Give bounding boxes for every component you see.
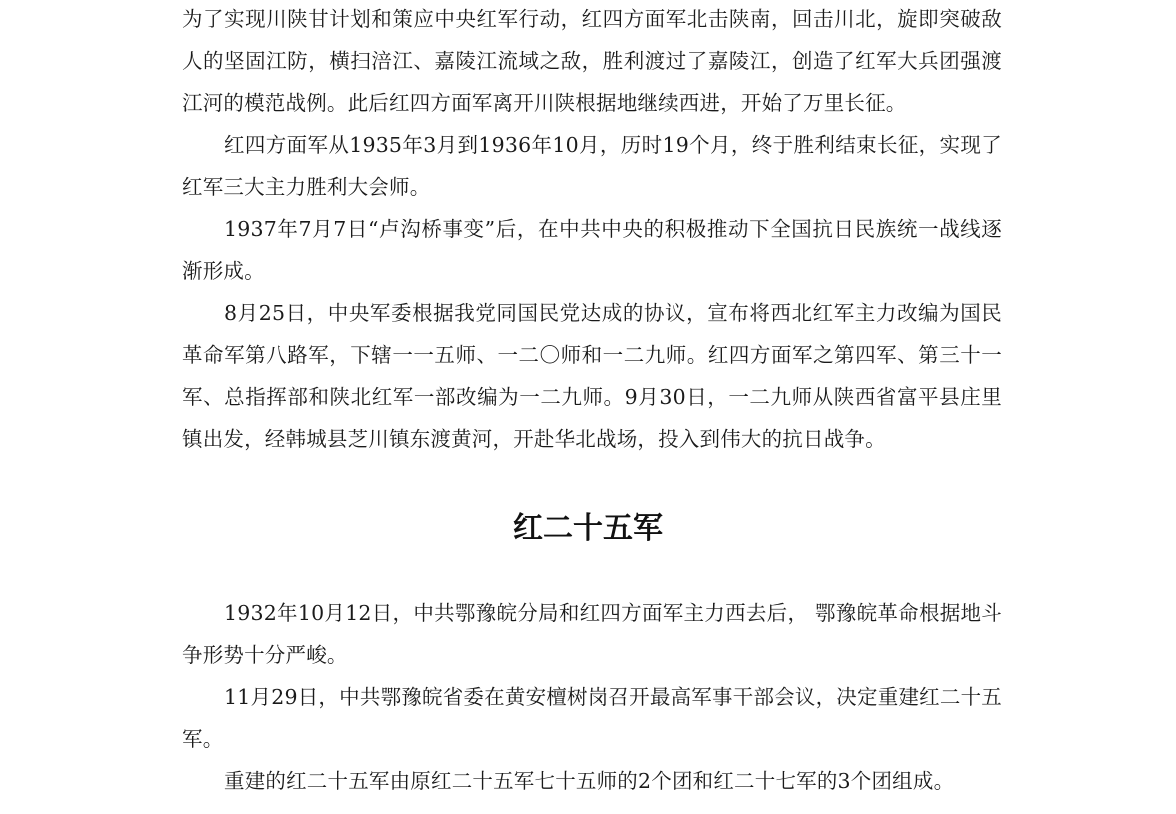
paragraph-long-march-end: 红四方面军从1935年3月到1936年10月，历时19个月，终于胜利结束长征，实现了红军三大主力胜利大会师。 <box>182 133 1002 199</box>
paragraph-lugou-bridge: 1937年7月7日“卢沟桥事变”后，在中共中央的积极推动下全国抗日民族统一战线逐渐形成。 <box>182 217 1002 283</box>
paragraph-crossing-jialing: 为了实现川陕甘计划和策应中央红军行动，红四方面军北击陕南，回击川北，旋即突破敌人的坚固江防，横扫涪江、嘉陵江流域之敌，胜利渡过了嘉陵江，创造了红军大兵团强渡江河的模范战例。此后红四方面军离开川陕根据地继续西进，开始了万里长征。 <box>182 7 1002 115</box>
paragraph-eighth-route-army: 8月25日，中央军委根据我党同国民党达成的协议，宣布将西北红军主力改编为国民革命军第八路军，下辖一一五师、一二〇师和一二九师。红四方面军之第四军、第三十一军、总指挥部和陕北红军一部改编为一二九师。9月30日，一二九师从陕西省富平县庄里镇出发，经韩城县芝川镇东渡黄河，开赴华北战场，投入到伟大的抗日战争。 <box>182 301 1002 451</box>
paragraph-army-composition: 重建的红二十五军由原红二十五军七十五师的2个团和红二十七军的3个团组成。 <box>224 769 955 793</box>
paragraph-eyuwan-situation: 1932年10月12日，中共鄂豫皖分局和红四方面军主力西去后， 鄂豫皖革命根据地斗争形势十分严峻。 <box>182 601 1002 667</box>
section-heading: 红二十五军 <box>513 511 663 546</box>
paragraph-rebuild-meeting: 11月29日，中共鄂豫皖省委在黄安檀树岗召开最高军事干部会议，决定重建红二十五军。 <box>182 685 1002 751</box>
